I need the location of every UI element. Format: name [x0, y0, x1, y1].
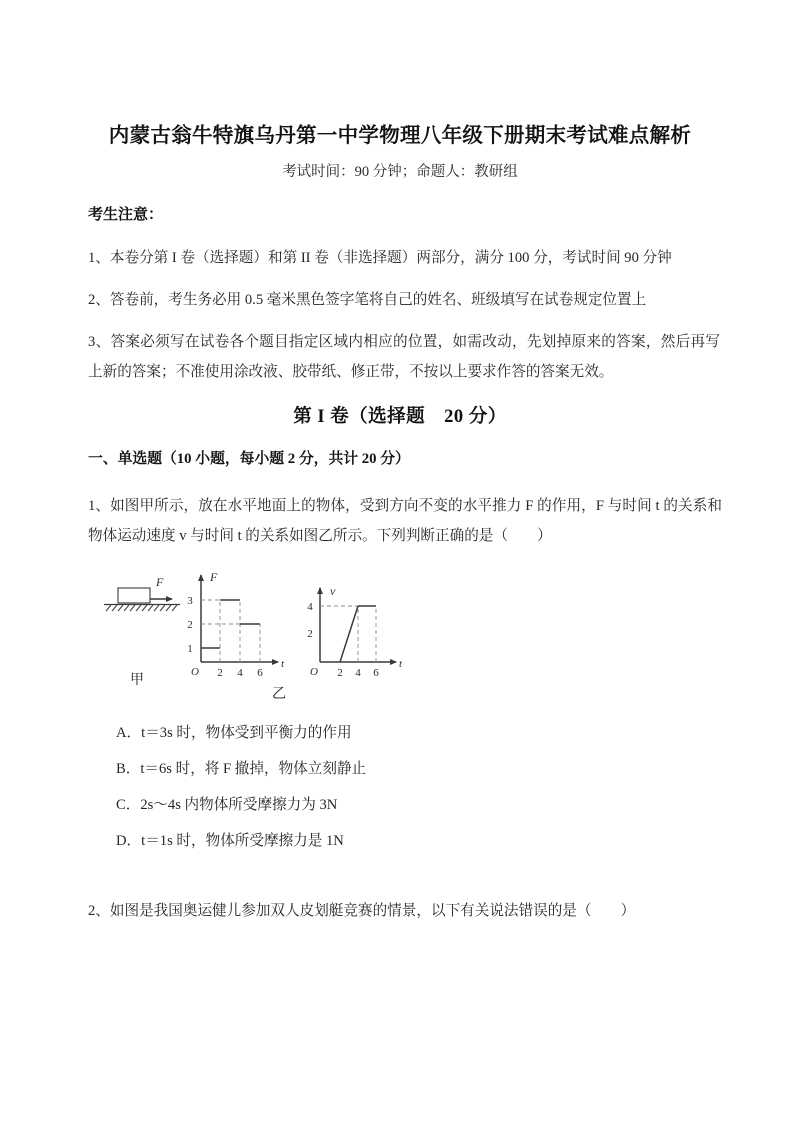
diagram-jia-block-on-ground — [104, 575, 180, 688]
question-1-stem: 1、如图甲所示，放在水平地面上的物体，受到方向不变的水平推力 F 的作用，F 与时间 t 的关系和物体运动速度 v 与时间 t 的关系如图乙所示。下列判断正确的是（ ） — [88, 498, 722, 544]
ytick-1: 1 — [187, 643, 193, 655]
ytick-2: 2 — [307, 628, 313, 640]
question-2-stem: 2、如图是我国奥运健儿参加双人皮划艇竞赛的情景，以下有关说法错误的是（ ） — [88, 903, 636, 919]
option-c[interactable]: C．2s～4s 内物体所受摩擦力为 3N — [116, 797, 338, 813]
force-label-F: F — [156, 575, 164, 589]
origin-label: O — [310, 666, 318, 678]
notice-item: 1、本卷分第 I 卷（选择题）和第 II 卷（非选择题）两部分，满分 100 分，考试时间 90 分钟 — [88, 250, 672, 266]
chart-F-vs-t — [187, 570, 285, 679]
question-1-options — [116, 725, 706, 869]
xtick-6: 6 — [257, 667, 263, 679]
xtick-4: 4 — [355, 667, 361, 679]
option-a[interactable]: A．t＝3s 时，物体受到平衡力的作用 — [116, 725, 352, 741]
axis-label-F: F — [210, 570, 218, 584]
ytick-4: 4 — [307, 601, 313, 613]
notice-item: 2、答卷前，考生务必用 0.5 毫米黑色签字笔将自己的姓名、班级填写在试卷规定位置上 — [88, 292, 647, 308]
ytick-2: 2 — [187, 619, 193, 631]
notice-item: 3、答案必须写在试卷各个题目指定区域内相应的位置，如需改动，先划掉原来的答案，然后再写上新的答案；不准使用涂改液、胶带纸、修正带，不按以上要求作答的答案无效。 — [88, 334, 720, 380]
xtick-2: 2 — [337, 667, 343, 679]
figure-label-jia: 甲 — [130, 673, 144, 688]
subsection-heading: 一、单选题（10 小题，每小题 2 分，共计 20 分） — [88, 451, 410, 467]
exam-subtitle: 考试时间：90 分钟；命题人：教研组 — [282, 164, 518, 180]
figure-svg — [100, 566, 430, 708]
notice-heading: 考生注意： — [88, 207, 164, 223]
axis-label-t: t — [281, 658, 285, 670]
origin-label: O — [191, 666, 199, 678]
ytick-3: 3 — [187, 595, 193, 607]
figure-label-yi: 乙 — [272, 687, 286, 702]
section-heading: 第 I 卷（选择题 20 分） — [293, 407, 507, 427]
axis-label-v: v — [330, 584, 336, 598]
physics-figure — [100, 566, 430, 706]
chart-v-vs-t — [272, 584, 403, 702]
xtick-6: 6 — [373, 667, 379, 679]
xtick-4: 4 — [237, 667, 243, 679]
page-title: 内蒙古翁牛特旗乌丹第一中学物理八年级下册期末考试难点解析 — [108, 125, 692, 147]
axis-label-t: t — [399, 658, 403, 670]
option-b[interactable]: B．t＝6s 时，将 F 撤掉，物体立刻静止 — [116, 761, 367, 777]
option-d[interactable]: D．t＝1s 时，物体所受摩擦力是 1N — [116, 833, 344, 849]
xtick-2: 2 — [217, 667, 223, 679]
